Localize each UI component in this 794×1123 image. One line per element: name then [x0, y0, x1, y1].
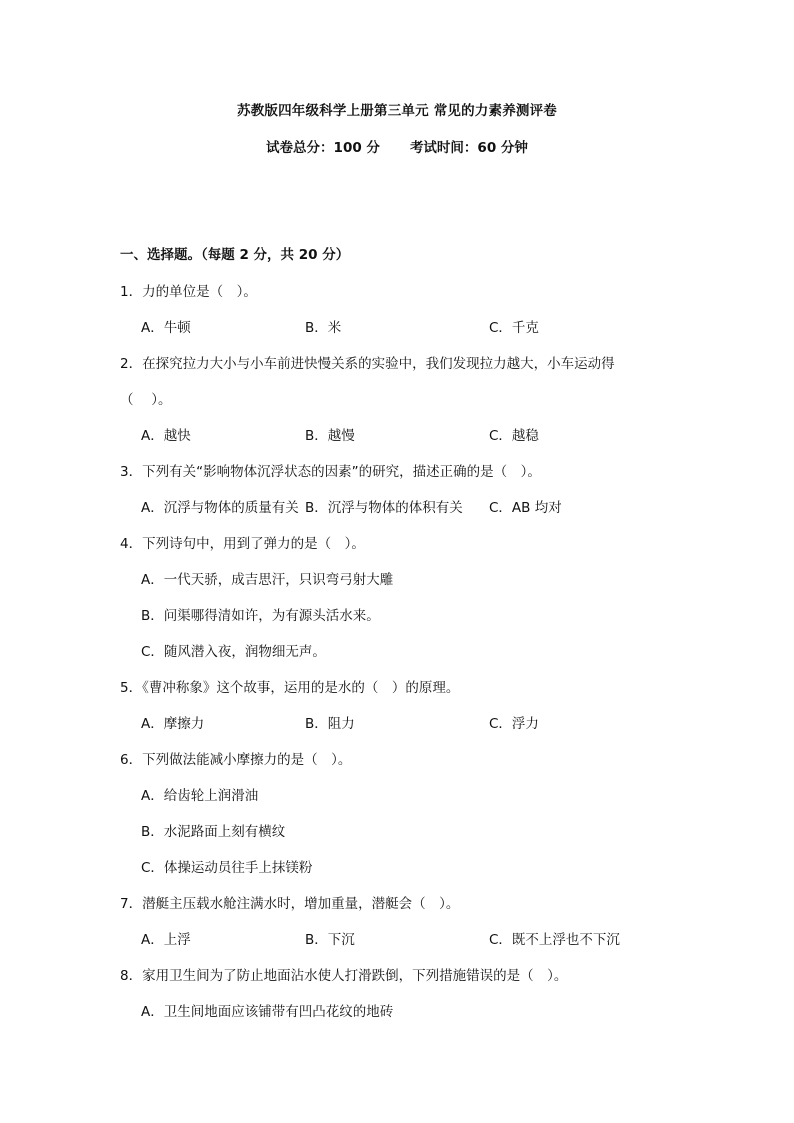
- question-4-option-a: A．一代天骄，成吉思汗，只识弯弓射大雕: [141, 572, 394, 588]
- question-2-option-b: B．越慢: [305, 428, 355, 444]
- question-4-option-c: C．随风潜入夜，润物细无声。: [141, 644, 326, 660]
- question-5-option-b: B．阻力: [305, 716, 355, 732]
- question-2-option-c: C．越稳: [489, 428, 539, 444]
- question-5-option-a: A．摩擦力: [141, 716, 205, 732]
- question-6-option-a: A．给齿轮上润滑油: [141, 788, 259, 804]
- question-5-stem: 5．《曹冲称象》这个故事，运用的是水的（ ）的原理。: [120, 680, 460, 696]
- question-5-option-c: C．浮力: [489, 716, 539, 732]
- question-4-option-b: B．问渠哪得清如许，为有源头活水来。: [141, 608, 380, 624]
- exam-time: 考试时间：60 分钟: [409, 140, 528, 156]
- exam-title: 苏教版四年级科学上册第三单元 常见的力素养测评卷: [237, 103, 557, 119]
- question-3-option-a: A．沉浮与物体的质量有关: [141, 500, 299, 516]
- question-1-stem: 1．力的单位是（ ）。: [120, 284, 257, 300]
- question-3-stem: 3．下列有关“影响物体沉浮状态的因素”的研究，描述正确的是（ ）。: [120, 464, 541, 480]
- question-6-option-b: B．水泥路面上刻有横纹: [141, 824, 286, 840]
- section-heading: 一、选择题。（每题 2 分，共 20 分）: [120, 247, 350, 263]
- question-6-option-c: C．体操运动员往手上抹镁粉: [141, 860, 313, 876]
- question-7-option-c: C．既不上浮也不下沉: [489, 932, 620, 948]
- question-1-option-a: A．牛顿: [141, 320, 191, 336]
- question-6-stem: 6．下列做法能减小摩擦力的是（ ）。: [120, 752, 352, 768]
- question-8-stem: 8．家用卫生间为了防止地面沾水使人打滑跌倒，下列措施错误的是（ ）。: [120, 968, 568, 984]
- question-2-stem-cont: （ ）。: [120, 392, 172, 408]
- question-4-stem: 4．下列诗句中，用到了弹力的是（ ）。: [120, 536, 365, 552]
- question-1-option-b: B．米: [305, 320, 342, 336]
- question-3-option-c: C．AB 均对: [489, 500, 562, 516]
- question-8-option-a: A．卫生间地面应该铺带有凹凸花纹的地砖: [141, 1004, 394, 1020]
- question-2-option-a: A．越快: [141, 428, 191, 444]
- question-2-stem: 2．在探究拉力大小与小车前进快慢关系的实验中，我们发现拉力越大，小车运动得: [120, 356, 615, 372]
- total-score: 试卷总分：100 分: [266, 140, 380, 156]
- exam-meta: [0, 136, 794, 156]
- question-7-option-a: A．上浮: [141, 932, 191, 948]
- question-1-option-c: C．千克: [489, 320, 539, 336]
- question-7-stem: 7．潜艇主压载水舱注满水时，增加重量，潜艇会（ ）。: [120, 896, 460, 912]
- question-3-option-b: B．沉浮与物体的体积有关: [305, 500, 463, 516]
- question-7-option-b: B．下沉: [305, 932, 355, 948]
